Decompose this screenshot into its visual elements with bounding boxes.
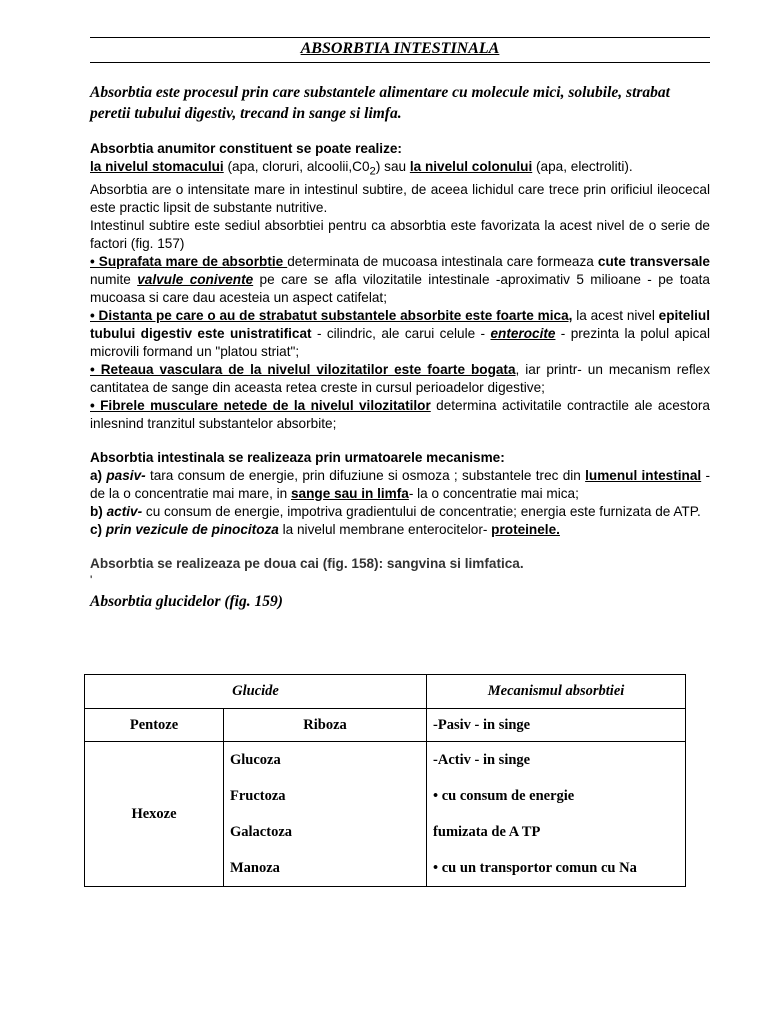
text-run: proteinele. bbox=[491, 521, 560, 537]
bullet-title: • Fibrele musculare netede de la nivelul vilozitatilor bbox=[90, 397, 431, 413]
group-hexoze: Hexoze bbox=[85, 742, 224, 887]
text-run: la acest nivel bbox=[572, 307, 659, 323]
list-item: Glucoza bbox=[230, 752, 281, 768]
section1-heading: Absorbtia anumitor constituent se poate realize: bbox=[90, 141, 402, 156]
text-run: pe care se afla vilozitatile intestinale -aproximativ 5 milioane - pe toata mucoasa si care dau acesteia un aspect catifelat; bbox=[90, 271, 710, 305]
text-run: sange sau in limfa bbox=[291, 485, 409, 501]
subscript: 2 bbox=[369, 165, 376, 178]
text-run: valvule conivente bbox=[137, 271, 254, 287]
text-run: determinata de mucoasa intestinala care formeaza bbox=[287, 253, 598, 269]
mech-pentoze: -Pasiv - in singe bbox=[427, 709, 686, 742]
text-run: enterocite bbox=[490, 325, 556, 341]
list-item: Fructoza bbox=[230, 788, 286, 804]
section1-paragraph3: Intestinul subtire este sediul absorbtiei pentru ca absorbtia este favorizata la acest nivel de o serie de factori (fig. 157) bbox=[90, 217, 710, 251]
factor-bullet-3 bbox=[90, 361, 710, 397]
text-run: a) bbox=[90, 467, 107, 483]
intro-paragraph: Absorbtia este procesul prin care substantele alimentare cu molecule mici, solubile, strabat peretii tubului digestiv, trecand in sange si limfa. bbox=[90, 84, 670, 122]
factor-bullet-1 bbox=[90, 253, 710, 307]
bullet-title: • Suprafata mare de absorbtie bbox=[90, 253, 288, 269]
text-run: - de la o concentratie mai mare, in bbox=[90, 467, 710, 501]
glucide-absorption-table bbox=[84, 674, 686, 887]
list-item: Manoza bbox=[230, 860, 280, 876]
item-riboza: Riboza bbox=[224, 709, 427, 742]
text-run: numite bbox=[90, 271, 138, 287]
group-pentoze: Pentoze bbox=[85, 709, 224, 742]
title-underline-rule bbox=[90, 62, 710, 63]
text-run: b) bbox=[90, 503, 107, 519]
text-run: epiteliul tubului digestiv este unistratificat bbox=[90, 307, 711, 341]
list-item: fumizata de A TP bbox=[433, 824, 541, 840]
list-item: • cu consum de energie bbox=[433, 788, 575, 804]
text-run: c) bbox=[90, 521, 106, 537]
text-run: determina activitatile contractile ale acestora inlesnind tranzitul substantelor absorbite; bbox=[90, 397, 710, 431]
document-body bbox=[90, 82, 710, 611]
text-run: pasiv- bbox=[106, 467, 146, 483]
text-run: - la o concentratie mai mica; bbox=[408, 485, 579, 501]
section1-line1 bbox=[90, 158, 710, 181]
text-run: lumenul intestinal bbox=[585, 467, 702, 483]
mechanism-c bbox=[90, 521, 710, 539]
header-mechanism: Mecanismul absorbtiei bbox=[427, 675, 686, 709]
section-factors bbox=[90, 140, 710, 585]
section1-paragraph2: Absorbtia are o intensitate mare in intestinul subtire, de aceea lichidul care trece prin orificiul ileocecal este practic lipsit de substante nutritive. bbox=[90, 181, 710, 215]
spacer bbox=[90, 433, 710, 449]
table-header-row bbox=[85, 675, 686, 709]
text-run: - prezinta la polul apical microvili formand un "platou striat"; bbox=[90, 325, 711, 359]
text-run: (apa, cloruri, alcoolii,C0 bbox=[223, 159, 370, 174]
table-row bbox=[85, 742, 686, 887]
table-row bbox=[85, 709, 686, 742]
stray-mark: ' bbox=[90, 572, 93, 587]
text-run: tara consum de energie, prin difuziune si osmoza ; substantele trec din bbox=[145, 467, 586, 483]
section2-heading: Absorbtia intestinala se realizeaza prin urmatoarele mecanisme: bbox=[90, 449, 505, 465]
stomach-text: la nivelul stomacului bbox=[90, 159, 224, 174]
text-run: activ- bbox=[106, 503, 143, 519]
section4-heading: Absorbtia glucidelor (fig. 159) bbox=[90, 592, 283, 610]
colon-text: la nivelul colonului bbox=[409, 159, 533, 174]
bullet-title: • Distanta pe care o au de strabatut substantele absorbite este foarte mica, bbox=[90, 307, 573, 323]
text-run: la nivelul membrane enterocitelor- bbox=[278, 521, 492, 537]
list-item: -Activ - in singe bbox=[433, 752, 531, 768]
mechanism-b bbox=[90, 503, 710, 521]
page-title: ABSORBTIA INTESTINALA bbox=[300, 40, 500, 57]
text-run: prin vezicule de pinocitoza bbox=[105, 521, 279, 537]
mechanism-a bbox=[90, 467, 710, 503]
list-item: • cu un transportor comun cu Na bbox=[433, 860, 637, 876]
top-rule bbox=[90, 37, 710, 38]
factor-bullet-2 bbox=[90, 307, 710, 361]
factor-bullet-4 bbox=[90, 397, 710, 433]
list-item: Galactoza bbox=[230, 824, 293, 840]
header-glucide: Glucide bbox=[85, 675, 427, 709]
spacer bbox=[90, 539, 710, 555]
hexoze-mechanism bbox=[427, 742, 686, 887]
text-run: cu consum de energie, impotriva gradientului de concentratie; energia este furnizata de ATP. bbox=[142, 503, 701, 519]
text-run: ) sau bbox=[375, 159, 410, 174]
section3-text: Absorbtia se realizeaza pe doua cai (fig. 158): sangvina si limfatica. bbox=[90, 555, 524, 571]
hexoze-items bbox=[224, 742, 427, 887]
text-run: , iar printr- un mecanism reflex cantitatea de sange din aceasta retea creste in cursul perioadelor digestive; bbox=[90, 361, 710, 395]
bullet-title: • Reteaua vasculara de la nivelul vilozitatilor este foarte bogata bbox=[90, 361, 516, 377]
text-run: cute transversale bbox=[597, 253, 710, 269]
text-run: (apa, electroliti). bbox=[532, 159, 633, 174]
text-run: - cilindric, ale carui celule - bbox=[311, 325, 491, 341]
